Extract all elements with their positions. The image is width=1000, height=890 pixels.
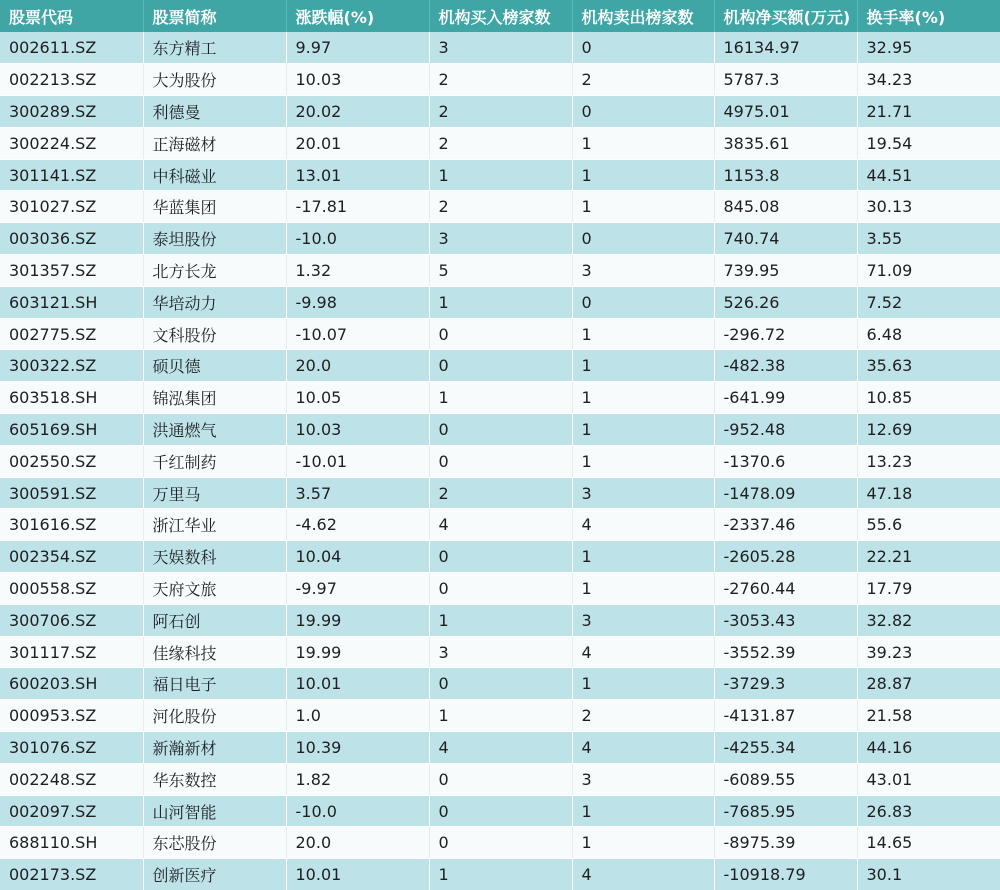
inst-buy-count-cell: 4 — [429, 732, 572, 764]
stock-name-cell: 万里马 — [143, 477, 286, 509]
turnover-rate-cell: 32.95 — [857, 32, 1000, 64]
stock-code-cell: 600203.SH — [0, 668, 143, 700]
inst-sell-count-cell: 4 — [572, 509, 714, 541]
inst-sell-count-cell: 2 — [572, 64, 714, 96]
table-row[interactable] — [0, 477, 1000, 509]
change-pct-cell: 10.03 — [286, 64, 429, 96]
inst-net-buy-cell: -4255.34 — [714, 732, 857, 764]
inst-buy-count-cell: 2 — [429, 96, 572, 128]
inst-buy-count-cell: 3 — [429, 636, 572, 668]
table-row[interactable] — [0, 573, 1000, 605]
inst-buy-count-cell: 0 — [429, 541, 572, 573]
change-pct-cell: -17.81 — [286, 191, 429, 223]
table-row[interactable] — [0, 286, 1000, 318]
inst-net-buy-cell: 1153.8 — [714, 159, 857, 191]
stock-name-cell: 千红制药 — [143, 445, 286, 477]
change-pct-cell: -9.98 — [286, 286, 429, 318]
stock-name-cell: 阿石创 — [143, 604, 286, 636]
column-header-change-pct[interactable]: 涨跌幅(%) — [286, 0, 429, 32]
inst-sell-count-cell: 1 — [572, 541, 714, 573]
table-row[interactable] — [0, 350, 1000, 382]
inst-buy-count-cell: 0 — [429, 795, 572, 827]
inst-net-buy-cell: -641.99 — [714, 382, 857, 414]
inst-net-buy-cell: -952.48 — [714, 414, 857, 446]
stock-name-cell: 洪通燃气 — [143, 414, 286, 446]
turnover-rate-cell: 3.55 — [857, 223, 1000, 255]
table-row[interactable] — [0, 668, 1000, 700]
turnover-rate-cell: 26.83 — [857, 795, 1000, 827]
stock-name-cell: 文科股份 — [143, 318, 286, 350]
stock-name-cell: 锦泓集团 — [143, 382, 286, 414]
stock-code-cell: 002173.SZ — [0, 859, 143, 890]
inst-buy-count-cell: 1 — [429, 286, 572, 318]
stock-code-cell: 603121.SH — [0, 286, 143, 318]
stock-code-cell: 300591.SZ — [0, 477, 143, 509]
inst-buy-count-cell: 1 — [429, 604, 572, 636]
turnover-rate-cell: 71.09 — [857, 255, 1000, 287]
stock-code-cell: 002248.SZ — [0, 763, 143, 795]
inst-buy-count-cell: 3 — [429, 223, 572, 255]
stock-code-cell: 603518.SH — [0, 382, 143, 414]
inst-buy-count-cell: 0 — [429, 573, 572, 605]
stock-code-cell: 688110.SH — [0, 827, 143, 859]
stock-name-cell: 河化股份 — [143, 700, 286, 732]
change-pct-cell: 10.39 — [286, 732, 429, 764]
column-header-inst-buy-count[interactable]: 机构买入榜家数 — [429, 0, 572, 32]
inst-sell-count-cell: 1 — [572, 191, 714, 223]
stock-code-cell: 000953.SZ — [0, 700, 143, 732]
stock-code-cell: 002550.SZ — [0, 445, 143, 477]
stock-code-cell: 300706.SZ — [0, 604, 143, 636]
inst-net-buy-cell: -8975.39 — [714, 827, 857, 859]
inst-net-buy-cell: 3835.61 — [714, 127, 857, 159]
inst-net-buy-cell: -2605.28 — [714, 541, 857, 573]
stock-code-cell: 301076.SZ — [0, 732, 143, 764]
inst-sell-count-cell: 1 — [572, 382, 714, 414]
turnover-rate-cell: 44.16 — [857, 732, 1000, 764]
turnover-rate-cell: 21.71 — [857, 96, 1000, 128]
table-row[interactable] — [0, 255, 1000, 287]
inst-net-buy-cell: -296.72 — [714, 318, 857, 350]
stock-code-cell: 301117.SZ — [0, 636, 143, 668]
column-header-stock-code[interactable]: 股票代码 — [0, 0, 143, 32]
stock-name-cell: 山河智能 — [143, 795, 286, 827]
turnover-rate-cell: 43.01 — [857, 763, 1000, 795]
inst-net-buy-cell: 845.08 — [714, 191, 857, 223]
inst-net-buy-cell: -4131.87 — [714, 700, 857, 732]
inst-sell-count-cell: 2 — [572, 700, 714, 732]
change-pct-cell: -4.62 — [286, 509, 429, 541]
inst-buy-count-cell: 0 — [429, 414, 572, 446]
inst-sell-count-cell: 1 — [572, 573, 714, 605]
turnover-rate-cell: 34.23 — [857, 64, 1000, 96]
table-row[interactable] — [0, 827, 1000, 859]
table-row[interactable] — [0, 445, 1000, 477]
stock-name-cell: 泰坦股份 — [143, 223, 286, 255]
inst-sell-count-cell: 0 — [572, 286, 714, 318]
inst-buy-count-cell: 3 — [429, 32, 572, 64]
stock-name-cell: 新瀚新材 — [143, 732, 286, 764]
inst-sell-count-cell: 1 — [572, 414, 714, 446]
table-row[interactable] — [0, 32, 1000, 64]
inst-buy-count-cell: 2 — [429, 191, 572, 223]
stock-name-cell: 正海磁材 — [143, 127, 286, 159]
stock-code-cell: 000558.SZ — [0, 573, 143, 605]
inst-net-buy-cell: -482.38 — [714, 350, 857, 382]
inst-sell-count-cell: 0 — [572, 32, 714, 64]
stock-name-cell: 华蓝集团 — [143, 191, 286, 223]
table-row[interactable] — [0, 127, 1000, 159]
change-pct-cell: 10.01 — [286, 859, 429, 890]
stock-code-cell: 002213.SZ — [0, 64, 143, 96]
table-row[interactable] — [0, 636, 1000, 668]
change-pct-cell: 3.57 — [286, 477, 429, 509]
inst-net-buy-cell: -2760.44 — [714, 573, 857, 605]
change-pct-cell: 19.99 — [286, 604, 429, 636]
change-pct-cell: 9.97 — [286, 32, 429, 64]
stock-name-cell: 浙江华业 — [143, 509, 286, 541]
inst-buy-count-cell: 1 — [429, 382, 572, 414]
inst-net-buy-cell: 16134.97 — [714, 32, 857, 64]
turnover-rate-cell: 39.23 — [857, 636, 1000, 668]
table-row[interactable] — [0, 318, 1000, 350]
inst-net-buy-cell: -7685.95 — [714, 795, 857, 827]
change-pct-cell: 1.82 — [286, 763, 429, 795]
inst-sell-count-cell: 3 — [572, 477, 714, 509]
inst-sell-count-cell: 3 — [572, 763, 714, 795]
table-row[interactable] — [0, 700, 1000, 732]
stock-code-cell: 300289.SZ — [0, 96, 143, 128]
inst-sell-count-cell: 4 — [572, 732, 714, 764]
inst-sell-count-cell: 1 — [572, 127, 714, 159]
stock-name-cell: 北方长龙 — [143, 255, 286, 287]
table-header — [0, 0, 1000, 32]
stock-name-cell: 天府文旅 — [143, 573, 286, 605]
inst-net-buy-cell: -1478.09 — [714, 477, 857, 509]
table-row[interactable] — [0, 96, 1000, 128]
stock-name-cell: 硕贝德 — [143, 350, 286, 382]
inst-sell-count-cell: 4 — [572, 636, 714, 668]
stock-code-cell: 002611.SZ — [0, 32, 143, 64]
inst-sell-count-cell: 1 — [572, 795, 714, 827]
table-row[interactable] — [0, 382, 1000, 414]
stock-name-cell: 东芯股份 — [143, 827, 286, 859]
stock-code-cell: 301616.SZ — [0, 509, 143, 541]
inst-sell-count-cell: 1 — [572, 445, 714, 477]
stock-code-cell: 002354.SZ — [0, 541, 143, 573]
stock-name-cell: 大为股份 — [143, 64, 286, 96]
turnover-rate-cell: 55.6 — [857, 509, 1000, 541]
stock-name-cell: 东方精工 — [143, 32, 286, 64]
table-row[interactable] — [0, 763, 1000, 795]
column-header-turnover-rate[interactable]: 换手率(%) — [866, 7, 946, 27]
turnover-rate-cell: 28.87 — [857, 668, 1000, 700]
inst-buy-count-cell: 0 — [429, 445, 572, 477]
table-row[interactable] — [0, 541, 1000, 573]
stock-name-cell: 福日电子 — [143, 668, 286, 700]
inst-net-buy-cell: -3552.39 — [714, 636, 857, 668]
inst-sell-count-cell: 3 — [572, 255, 714, 287]
inst-net-buy-cell: 739.95 — [714, 255, 857, 287]
inst-buy-count-cell: 4 — [429, 509, 572, 541]
turnover-rate-cell: 12.69 — [857, 414, 1000, 446]
change-pct-cell: -10.07 — [286, 318, 429, 350]
stock-code-cell: 301141.SZ — [0, 159, 143, 191]
table-row[interactable] — [0, 604, 1000, 636]
change-pct-cell: 20.02 — [286, 96, 429, 128]
inst-net-buy-cell: -1370.6 — [714, 445, 857, 477]
inst-sell-count-cell: 0 — [572, 223, 714, 255]
change-pct-cell: -10.0 — [286, 795, 429, 827]
table-row[interactable] — [0, 223, 1000, 255]
header-row — [0, 0, 1000, 32]
stock-name-cell: 创新医疗 — [143, 859, 286, 890]
table-row[interactable] — [0, 64, 1000, 96]
turnover-rate-cell: 30.1 — [857, 859, 1000, 890]
turnover-rate-cell: 22.21 — [857, 541, 1000, 573]
stock-code-cell: 605169.SH — [0, 414, 143, 446]
inst-buy-count-cell: 1 — [429, 159, 572, 191]
stock-code-cell: 002097.SZ — [0, 795, 143, 827]
inst-buy-count-cell: 2 — [429, 477, 572, 509]
change-pct-cell: -10.01 — [286, 445, 429, 477]
change-pct-cell: -10.0 — [286, 223, 429, 255]
inst-buy-count-cell: 2 — [429, 127, 572, 159]
inst-sell-count-cell: 1 — [572, 159, 714, 191]
change-pct-cell: 1.32 — [286, 255, 429, 287]
inst-net-buy-cell: -3053.43 — [714, 604, 857, 636]
turnover-rate-cell: 10.85 — [857, 382, 1000, 414]
change-pct-cell: 20.0 — [286, 827, 429, 859]
stock-name-cell: 华培动力 — [143, 286, 286, 318]
inst-net-buy-cell: 5787.3 — [714, 64, 857, 96]
turnover-rate-cell: 44.51 — [857, 159, 1000, 191]
turnover-rate-cell: 35.63 — [857, 350, 1000, 382]
inst-buy-count-cell: 1 — [429, 700, 572, 732]
change-pct-cell: 10.01 — [286, 668, 429, 700]
inst-sell-count-cell: 4 — [572, 859, 714, 890]
column-header-stock-name[interactable]: 股票简称 — [143, 0, 286, 32]
inst-net-buy-cell: -10918.79 — [714, 859, 857, 890]
inst-buy-count-cell: 1 — [429, 859, 572, 890]
change-pct-cell: 19.99 — [286, 636, 429, 668]
inst-net-buy-cell: -2337.46 — [714, 509, 857, 541]
table-body — [0, 32, 1000, 890]
change-pct-cell: 20.0 — [286, 350, 429, 382]
stock-code-cell: 301027.SZ — [0, 191, 143, 223]
stock-name-cell: 天娱数科 — [143, 541, 286, 573]
stock-name-cell: 华东数控 — [143, 763, 286, 795]
inst-sell-count-cell: 3 — [572, 604, 714, 636]
inst-net-buy-cell: 740.74 — [714, 223, 857, 255]
inst-sell-count-cell: 1 — [572, 350, 714, 382]
inst-buy-count-cell: 0 — [429, 668, 572, 700]
turnover-rate-cell: 32.82 — [857, 604, 1000, 636]
stock-code-cell: 300322.SZ — [0, 350, 143, 382]
change-pct-cell: 13.01 — [286, 159, 429, 191]
turnover-rate-cell: 17.79 — [857, 573, 1000, 605]
inst-sell-count-cell: 1 — [572, 827, 714, 859]
change-pct-cell: 20.01 — [286, 127, 429, 159]
inst-buy-count-cell: 0 — [429, 827, 572, 859]
inst-sell-count-cell: 1 — [572, 318, 714, 350]
table-row[interactable] — [0, 859, 1000, 890]
stock-name-cell: 利德曼 — [143, 96, 286, 128]
table-row[interactable] — [0, 509, 1000, 541]
stock-code-cell: 002775.SZ — [0, 318, 143, 350]
change-pct-cell: 1.0 — [286, 700, 429, 732]
inst-buy-count-cell: 0 — [429, 763, 572, 795]
change-pct-cell: 10.05 — [286, 382, 429, 414]
column-header-inst-net-buy[interactable]: 机构净买额(万元) — [714, 0, 857, 32]
inst-net-buy-cell: 526.26 — [714, 286, 857, 318]
stock-code-cell: 301357.SZ — [0, 255, 143, 287]
stock-name-cell: 佳缘科技 — [143, 636, 286, 668]
stock-code-cell: 003036.SZ — [0, 223, 143, 255]
inst-buy-count-cell: 5 — [429, 255, 572, 287]
table-row[interactable] — [0, 191, 1000, 223]
table-row[interactable] — [0, 414, 1000, 446]
column-header-inst-sell-count[interactable]: 机构卖出榜家数 — [572, 0, 714, 32]
turnover-rate-cell: 21.58 — [857, 700, 1000, 732]
turnover-rate-cell: 13.23 — [857, 445, 1000, 477]
inst-net-buy-cell: -3729.3 — [714, 668, 857, 700]
stock-code-cell: 300224.SZ — [0, 127, 143, 159]
turnover-rate-cell: 19.54 — [857, 127, 1000, 159]
inst-buy-count-cell: 2 — [429, 64, 572, 96]
turnover-rate-cell: 7.52 — [857, 286, 1000, 318]
turnover-rate-cell: 30.13 — [857, 191, 1000, 223]
inst-buy-count-cell: 0 — [429, 318, 572, 350]
table-row[interactable] — [0, 732, 1000, 764]
inst-net-buy-cell: 4975.01 — [714, 96, 857, 128]
table-row[interactable] — [0, 159, 1000, 191]
inst-net-buy-cell: -6089.55 — [714, 763, 857, 795]
change-pct-cell: 10.03 — [286, 414, 429, 446]
turnover-rate-cell: 14.65 — [857, 827, 1000, 859]
inst-sell-count-cell: 1 — [572, 668, 714, 700]
turnover-rate-cell: 47.18 — [857, 477, 1000, 509]
table-row[interactable] — [0, 795, 1000, 827]
inst-sell-count-cell: 0 — [572, 96, 714, 128]
inst-buy-count-cell: 0 — [429, 350, 572, 382]
change-pct-cell: 10.04 — [286, 541, 429, 573]
change-pct-cell: -9.97 — [286, 573, 429, 605]
turnover-rate-cell: 6.48 — [857, 318, 1000, 350]
stock-name-cell: 中科磁业 — [143, 159, 286, 191]
